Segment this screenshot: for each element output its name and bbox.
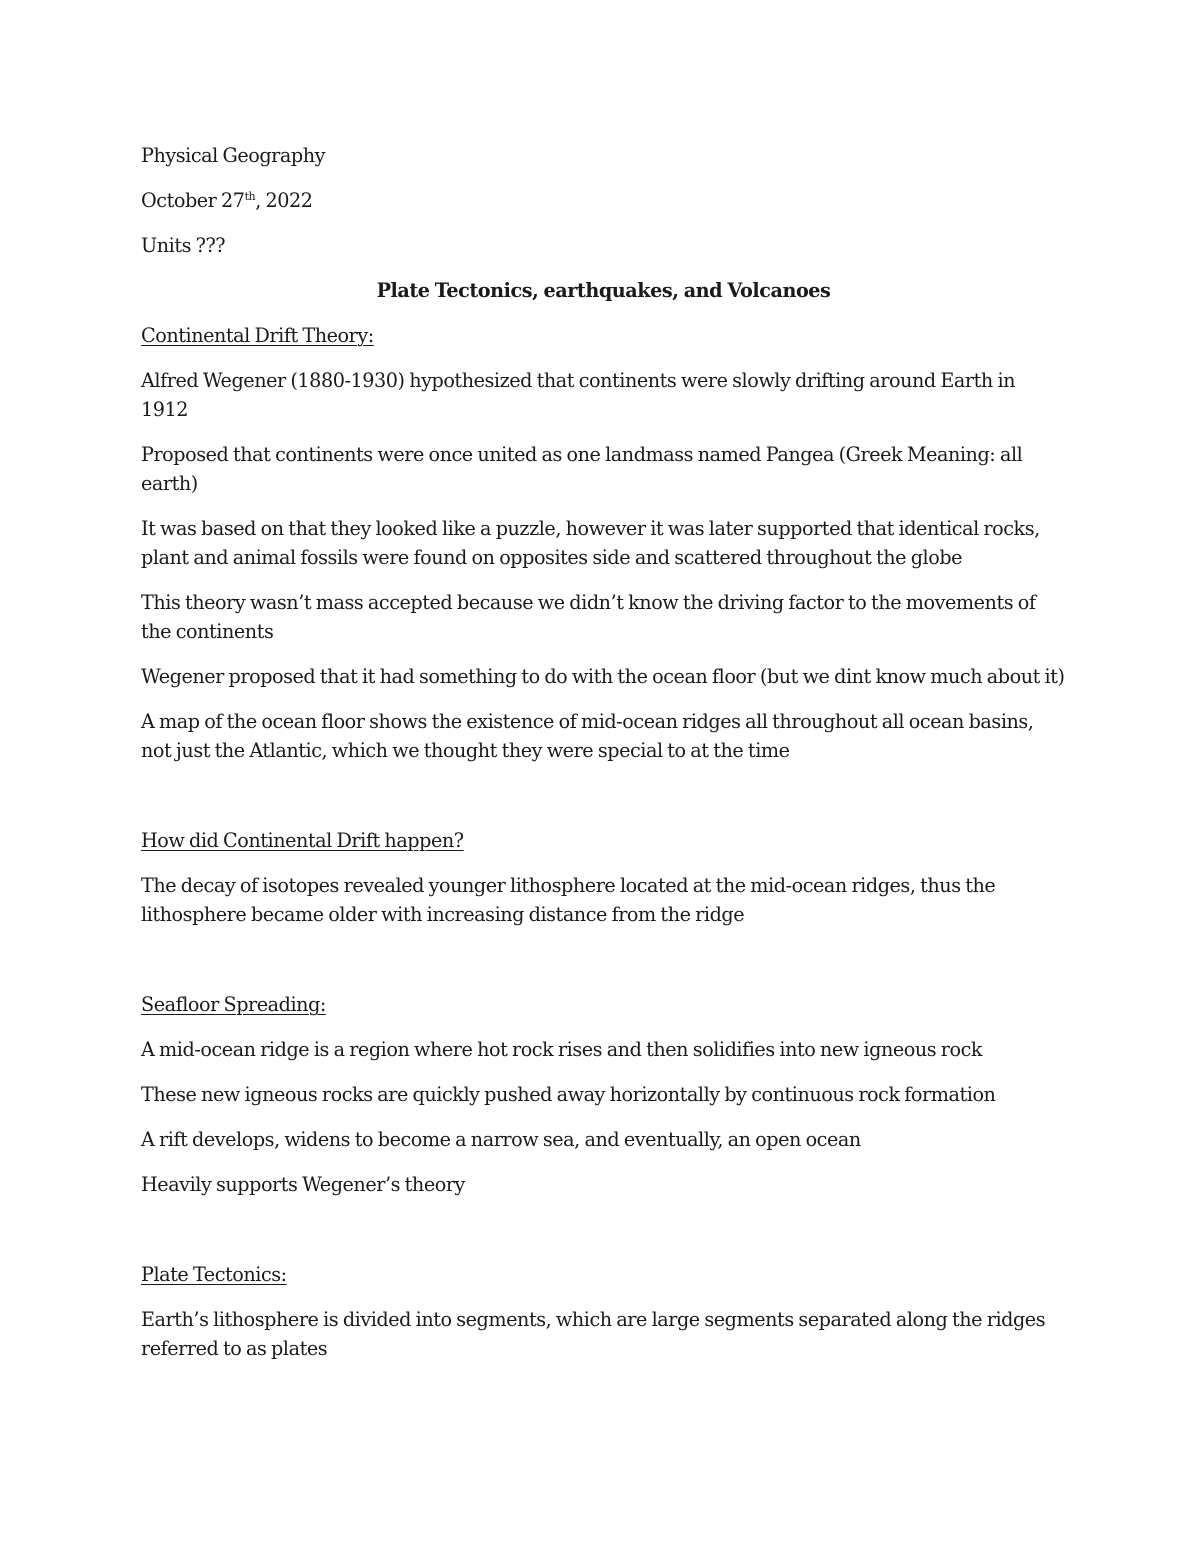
paragraph: Earth’s lithosphere is divided into segments, which are large segments separated along the ridges referred to as plates <box>141 1308 1046 1360</box>
paragraph: It was based on that they looked like a puzzle, however it was later supported that identical rocks, plant and animal fossils were found on opposites side and scattered throughout the globe <box>141 517 1040 569</box>
paragraph: Alfred Wegener (1880-1930) hypothesized that continents were slowly drifting around Earth in 1912 <box>141 369 1016 421</box>
section-heading-how-drift: How did Continental Drift happen? <box>141 829 464 852</box>
course-name: Physical Geography <box>141 144 326 167</box>
section-heading-seafloor-spreading: Seafloor Spreading: <box>141 993 326 1016</box>
units-line: Units ??? <box>141 234 226 257</box>
paragraph: A map of the ocean floor shows the existence of mid-ocean ridges all throughout all ocean basins, not just the Atlantic, which we thought they were special to at the time <box>141 710 1034 762</box>
paragraph: Heavily supports Wegener’s theory <box>141 1173 465 1196</box>
paragraph: A mid-ocean ridge is a region where hot rock rises and then solidifies into new igneous rock <box>141 1038 983 1061</box>
section-heading-continental-drift: Continental Drift Theory: <box>141 324 374 347</box>
paragraph: This theory wasn’t mass accepted because we didn’t know the driving factor to the movements of the continents <box>141 591 1036 643</box>
paragraph: A rift develops, widens to become a narrow sea, and eventually, an open ocean <box>141 1128 861 1151</box>
document-title: Plate Tectonics, earthquakes, and Volcanoes <box>376 279 831 302</box>
paragraph: Wegener proposed that it had something to do with the ocean floor (but we dint know much about it) <box>141 665 1065 688</box>
blank-line <box>141 945 1066 990</box>
paragraph: The decay of isotopes revealed younger lithosphere located at the mid-ocean ridges, thus the lithosphere became older with increasing distance from the ridge <box>141 874 996 926</box>
paragraph: Proposed that continents were once united as one landmass named Pangea (Greek Meaning: all earth) <box>141 443 1023 495</box>
blank-line <box>141 781 1066 826</box>
date-prefix: October 27 <box>141 189 245 212</box>
date-suffix: , 2022 <box>255 189 313 212</box>
date-superscript: th <box>244 190 256 203</box>
document-date <box>141 186 1066 215</box>
document-page <box>141 141 1066 1379</box>
section-heading-plate-tectonics: Plate Tectonics: <box>141 1263 287 1286</box>
paragraph: These new igneous rocks are quickly pushed away horizontally by continuous rock formation <box>141 1083 996 1106</box>
blank-line <box>141 1215 1066 1260</box>
